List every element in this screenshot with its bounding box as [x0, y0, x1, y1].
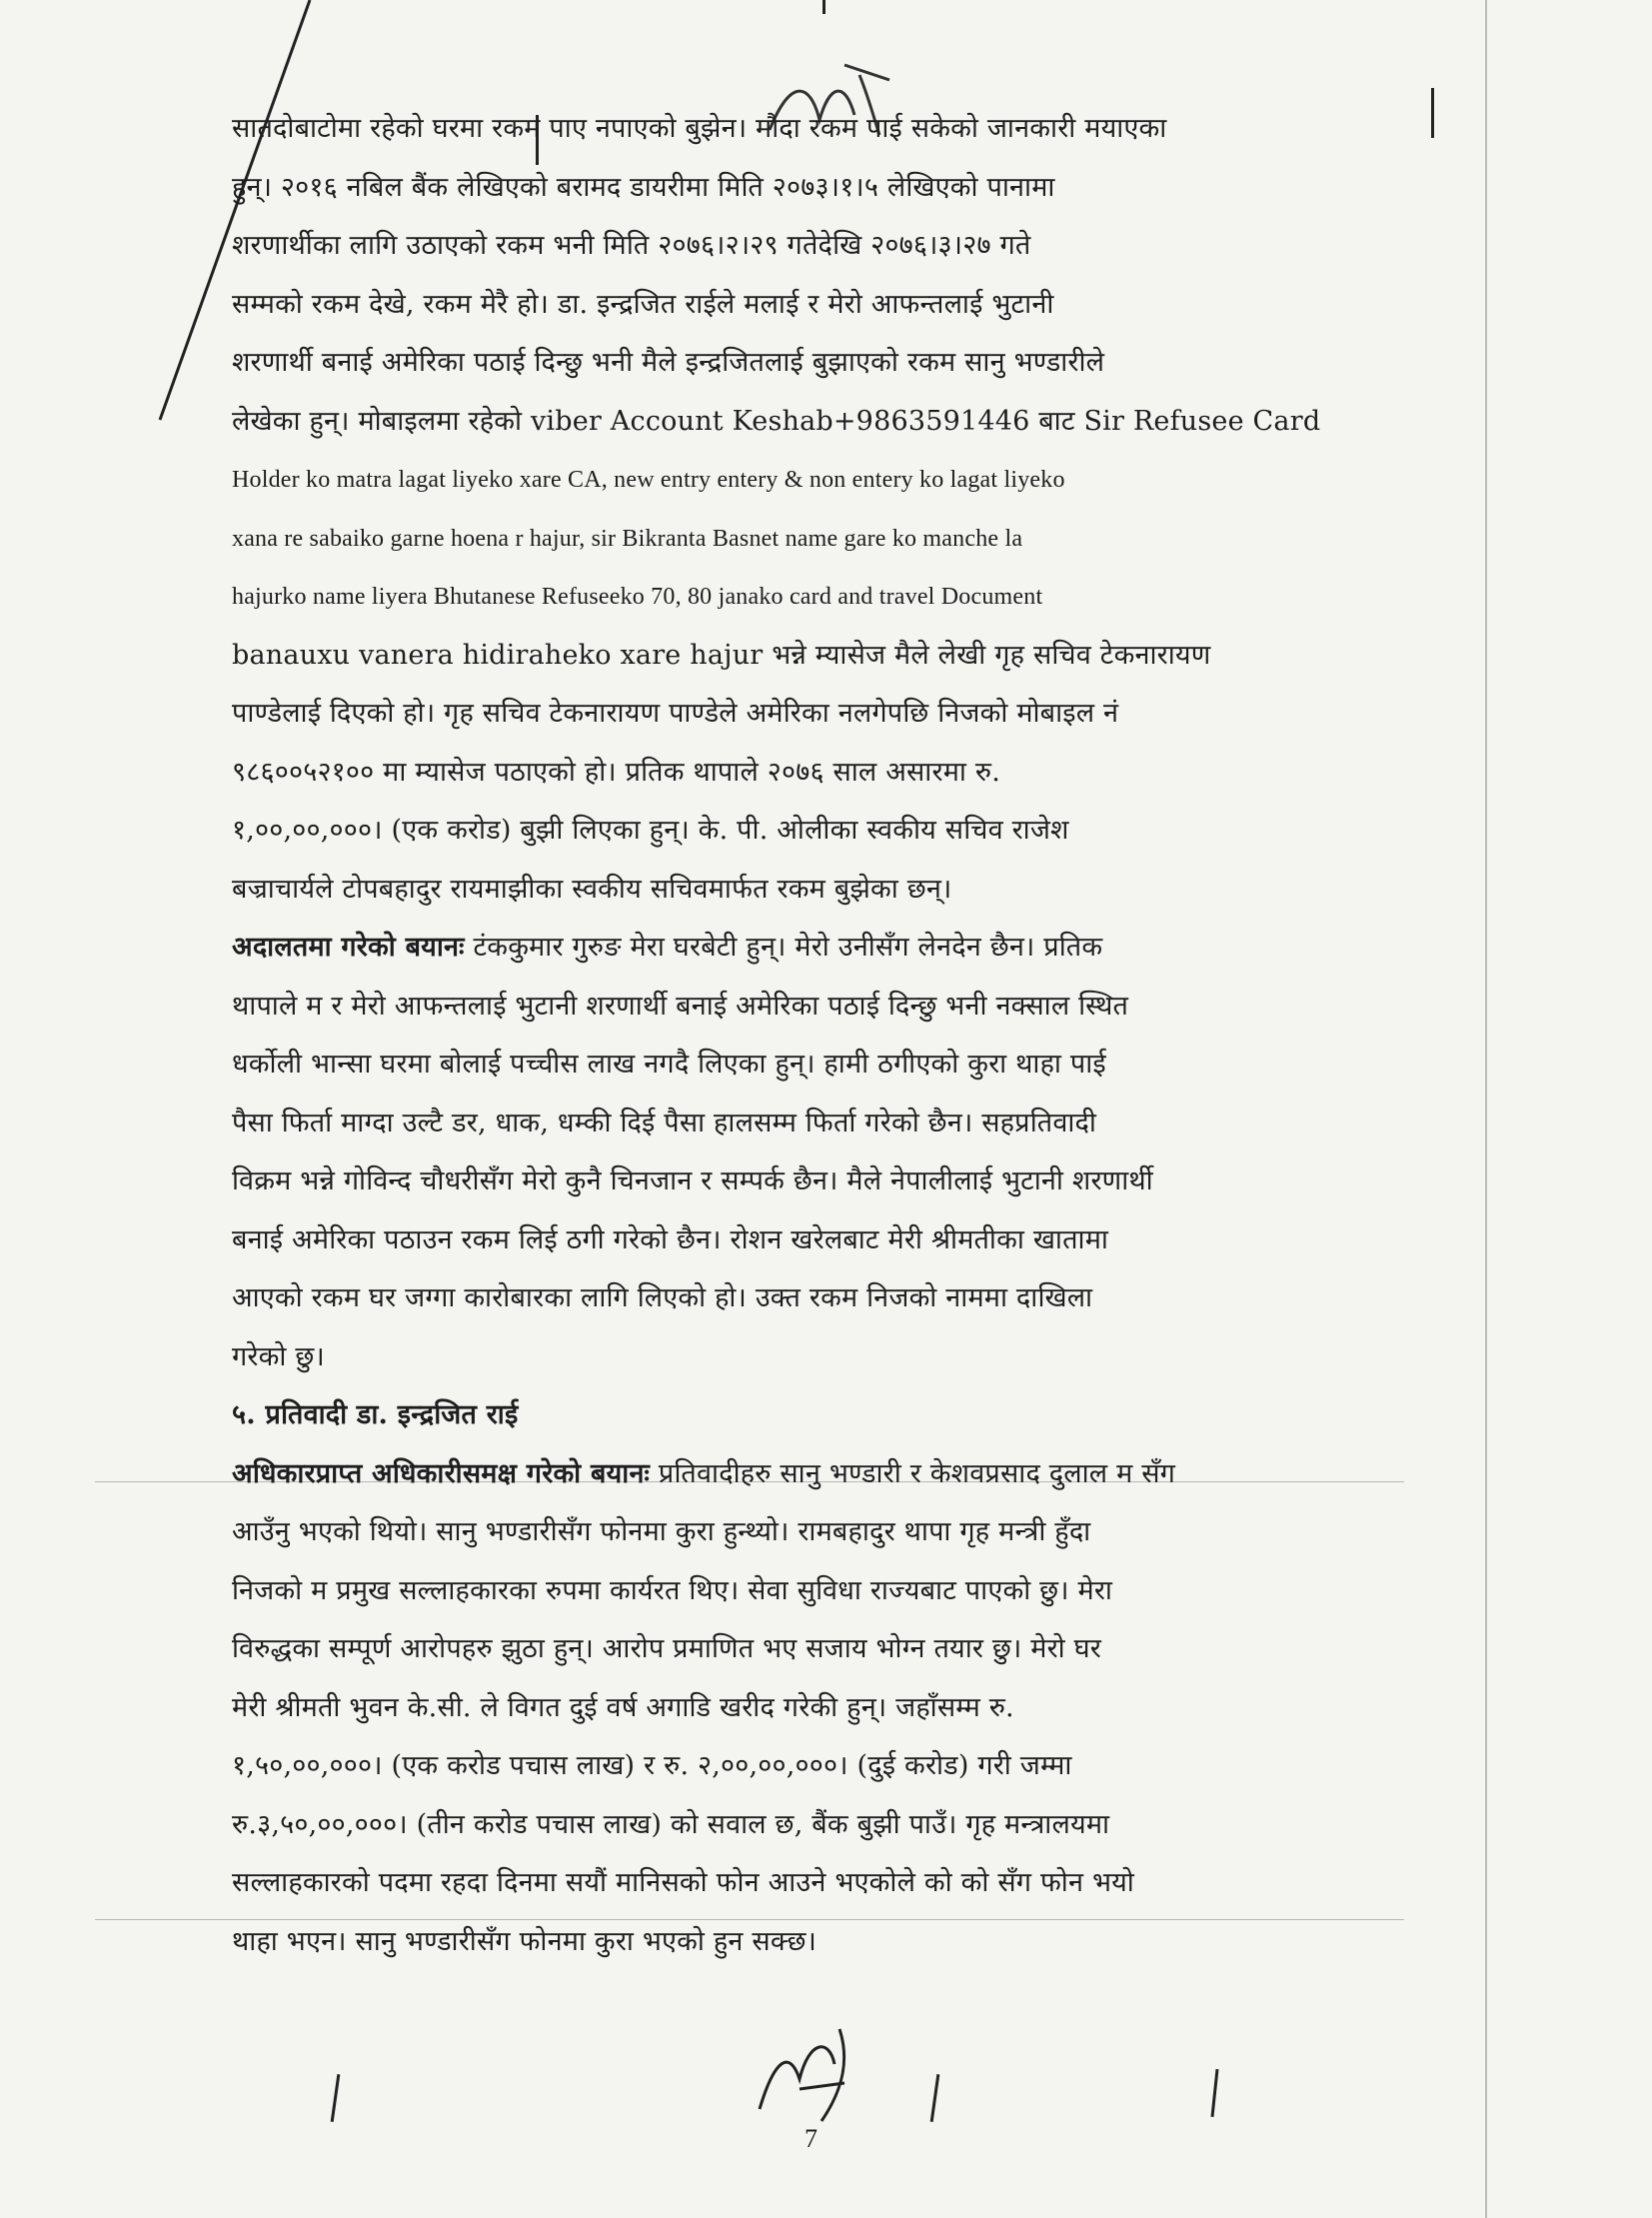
line-text: शरणार्थी बनाई अमेरिका पठाई दिन्छु भनी मैले इन्द्रजितलाई बुझाएको रकम सानु भण्डारीले [232, 347, 1105, 378]
page-number: 7 [805, 2124, 818, 2153]
text-line [232, 1796, 1381, 1855]
section-heading: ५. प्रतिवादी डा. इन्द्रजित राई [232, 1399, 519, 1430]
text-line [232, 568, 1381, 627]
scan-right-edge [1485, 0, 1487, 2218]
line-text: निजको म प्रमुख सल्लाहकारका रुपमा कार्यरत थिए। सेवा सुविधा राज्यबाट पाएको छु। मेरा [232, 1574, 1113, 1606]
signature-bottom [740, 2019, 879, 2129]
line-text: आउँनु भएको थियो। सानु भण्डारीसँग फोनमा कुरा हुन्थ्यो। रामबहादुर थापा गृह मन्त्री हुँदा [232, 1516, 1091, 1547]
statement-label: अदालतमा गरेको बयानः [232, 932, 465, 963]
text-line [232, 978, 1381, 1037]
text-line [232, 1737, 1381, 1796]
line-text: आएको रकम घर जग्गा कारोबारका लागि लिएको हो। उक्त रकम निजको नाममा दाखिला [232, 1282, 1093, 1313]
line-text: सल्लाहकारको पदमा रहदा दिनमा सयौं मानिसको फोन आउने भएकोले को को सँग फोन भयो [232, 1867, 1134, 1898]
pen-mark [930, 2074, 940, 2122]
text-line [232, 1328, 1381, 1387]
text-line [232, 685, 1381, 744]
line-text: थाहा भएन। सानु भण्डारीसँग फोनमा कुरा भएको हुन सक्छ। [232, 1925, 818, 1957]
line-text: विरुद्धका सम्पूर्ण आरोपहरु झुठा हुन्। आरोप प्रमाणित भए सजाय भोग्न तयार छु। मेरो घर [232, 1633, 1102, 1664]
text-line [232, 510, 1381, 569]
text-line [232, 1562, 1381, 1621]
pen-mark [331, 2074, 341, 2122]
line-text: hajurko name liyera Bhutanese Refuseeko 70, 80 janako card and travel Document [232, 584, 1043, 610]
text-line [232, 100, 1381, 159]
line-text: १,००,००,०००। (एक करोड) बुझी लिएका हुन्। के. पी. ओलीका स्वकीय सचिव राजेश [232, 815, 1069, 846]
text-line [232, 1913, 1381, 1972]
text-line [232, 1503, 1381, 1562]
text-line [232, 276, 1381, 335]
text-line [232, 334, 1381, 393]
line-text: सम्मको रकम देखे, रकम मेरै हो। डा. इन्द्रजित राईले मलाई र मेरो आफन्तलाई भुटानी [232, 288, 1054, 320]
text-line [232, 919, 1381, 978]
text-line [232, 1620, 1381, 1679]
line-text: बज्राचार्यले टोपबहादुर रायमाझीका स्वकीय सचिवमार्फत रकम बुझेका छन्। [232, 873, 952, 905]
line-text: लेखेका हुन्। मोबाइलमा रहेको viber Account Keshab+9863591446 बाट Sir Refusee Card [232, 405, 1321, 437]
line-text: ९८६००५२१०० मा म्यासेज पठाएको हो। प्रतिक थापाले २०७६ साल असारमा रु. [232, 756, 1000, 788]
document-body [232, 100, 1381, 1971]
text-line [232, 1211, 1381, 1270]
line-text: धर्कोली भान्सा घरमा बोलाई पच्चीस लाख नगदै लिएका हुन्। हामी ठगीएको कुरा थाहा पाई [232, 1049, 1106, 1080]
line-text: शरणार्थीका लागि उठाएको रकम भनी मिति २०७६।२।२९ गतेदेखि २०७६।३।२७ गते [232, 230, 1031, 261]
text-line [232, 802, 1381, 861]
line-text: banauxu vanera hidiraheko xare hajur भन्ने म्यासेज मैले लेखी गृह सचिव टेकनारायण [232, 639, 1211, 671]
line-text: थापाले म र मेरो आफन्तलाई भुटानी शरणार्थी बनाई अमेरिका पठाई दिन्छु भनी नक्साल स्थित [232, 990, 1129, 1022]
text-line [232, 1036, 1381, 1095]
text-line [232, 744, 1381, 803]
text-line [232, 217, 1381, 276]
text-line [232, 861, 1381, 920]
line-text: विक्रम भन्ने गोविन्द चौधरीसँग मेरो कुनै चिनजान र सम्पर्क छैन। मैले नेपालीलाई भुटानी शरणार्थी [232, 1165, 1153, 1196]
pen-mark [1431, 88, 1434, 138]
text-line [232, 1095, 1381, 1153]
line-text: प्रतिवादीहरु सानु भण्डारी र केशवप्रसाद दुलाल म सँग [650, 1457, 1176, 1489]
pen-mark [823, 0, 826, 14]
statement-label: अधिकारप्राप्त अधिकारीसमक्ष गरेको बयानः [232, 1457, 651, 1489]
line-text: Holder ko matra lagat liyeko xare CA, new entry entery & non entery ko lagat liyeko [232, 467, 1065, 493]
text-line [232, 1445, 1381, 1504]
line-text: रु.३,५०,००,०००। (तीन करोड पचास लाख) को सवाल छ, बैंक बुझी पाउँ। गृह मन्त्रालयमा [232, 1808, 1110, 1840]
text-line [232, 159, 1381, 218]
text-line [232, 1854, 1381, 1913]
line-text: मेरी श्रीमती भुवन के.सी. ले विगत दुई वर्ष अगाडि खरीद गरेकी हुन्। जहाँसम्म रु. [232, 1691, 1014, 1723]
line-text: गरेको छु। [232, 1340, 325, 1372]
line-text: xana re sabaiko garne hoena r hajur, sir Bikranta Basnet name gare ko manche la [232, 525, 1023, 552]
line-text: सातदोबाटोमा रहेको घरमा रकम पाए नपाएको बुझेन। मौदा रकम पाई सकेको जानकारी मयाएका [232, 113, 1167, 144]
text-line [232, 1152, 1381, 1211]
line-text: पैसा फिर्ता माग्दा उल्टै डर, धाक, धम्की दिई पैसा हालसम्म फिर्ता गरेको छैन। सहप्रतिवादी [232, 1107, 1097, 1138]
line-text: बनाई अमेरिका पठाउन रकम लिई ठगी गरेको छैन। रोशन खरेलबाट मेरी श्रीमतीका खातामा [232, 1223, 1109, 1255]
text-line [232, 393, 1381, 452]
text-line [232, 1386, 1381, 1445]
line-text: पाण्डेलाई दिएको हो। गृह सचिव टेकनारायण पाण्डेले अमेरिका नलगेपछि निजको मोबाइल नं [232, 698, 1119, 729]
line-text: हुन्। २०१६ नबिल बैंक लेखिएको बरामद डायरीमा मिति २०७३।१।५ लेखिएको पानामा [232, 171, 1055, 203]
pen-mark [1210, 2069, 1218, 2117]
text-line [232, 1269, 1381, 1328]
line-text: टंककुमार गुरुङ मेरा घरबेटी हुन्। मेरो उनीसँग लेनदेन छैन। प्रतिक [464, 932, 1103, 963]
text-line [232, 1679, 1381, 1738]
text-line [232, 451, 1381, 510]
text-line [232, 627, 1381, 686]
line-text: १,५०,००,०००। (एक करोड पचास लाख) र रु. २,००,००,०००। (दुई करोड) गरी जम्मा [232, 1750, 1072, 1781]
